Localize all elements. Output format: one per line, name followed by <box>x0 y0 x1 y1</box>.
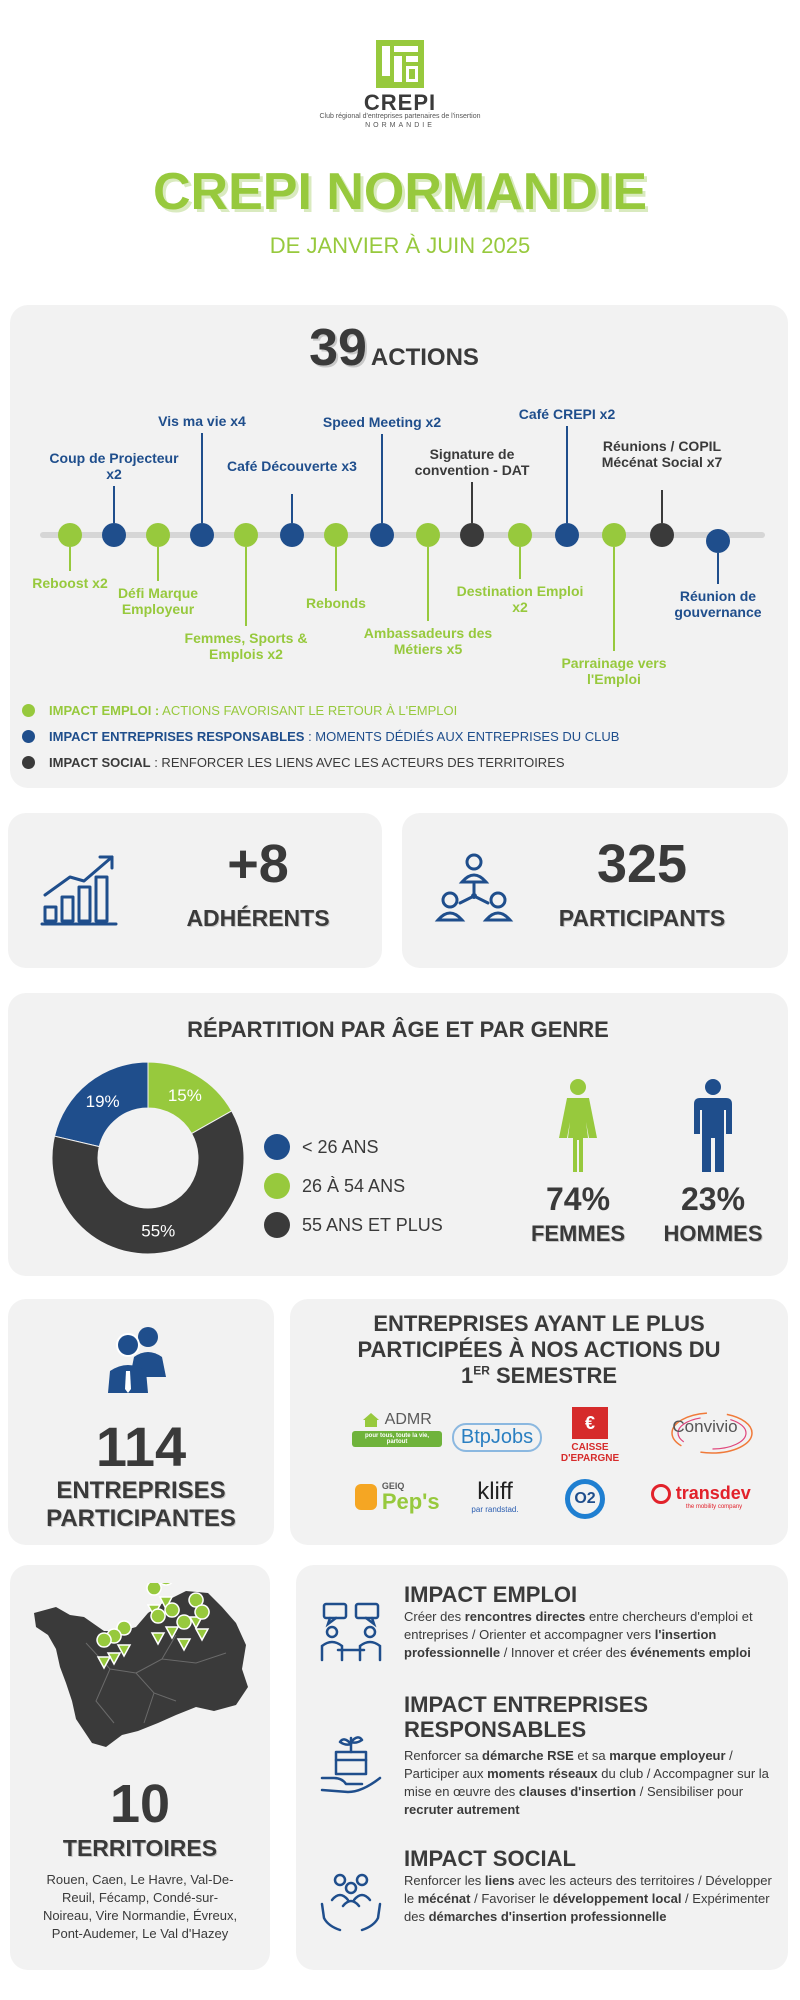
timeline-label: Café Découverte x3 <box>227 458 357 474</box>
donut-slice-label: 19% <box>85 1091 120 1111</box>
territories-list <box>10 1871 270 1943</box>
impact-entreprises-title-line2: RESPONSABLES <box>404 1717 587 1742</box>
normandy-map <box>26 1583 252 1753</box>
timeline-label: Coup de Projecteur x2 <box>49 450 179 482</box>
timeline-label: Rebonds <box>306 595 366 611</box>
legend-emploi-key: IMPACT EMPLOI : <box>49 703 160 718</box>
o2-name: O2 <box>574 1490 596 1507</box>
actions-heading <box>0 318 788 378</box>
companies-label-line2: PARTICIPANTES <box>46 1505 236 1532</box>
top-companies-title-line1: ENTREPRISES AYANT LE PLUS <box>373 1311 705 1336</box>
age-gender-card <box>8 993 788 1276</box>
kliff-tagline: par randstad. <box>471 1505 519 1514</box>
women-label: FEMMES <box>530 1221 626 1246</box>
age-legend-55plus <box>264 1212 443 1238</box>
participants-count: 325 <box>596 834 688 894</box>
timeline-stem <box>69 547 71 571</box>
timeline-dot <box>324 523 348 547</box>
timeline-dot <box>102 523 126 547</box>
man-icon <box>688 1078 738 1174</box>
logo-o2 <box>552 1479 618 1519</box>
age-legend-under26 <box>264 1134 379 1160</box>
crepi-logo-icon <box>376 40 424 88</box>
logo-admr <box>352 1411 442 1447</box>
timeline-dot <box>602 523 626 547</box>
business-people-icon <box>100 1321 180 1397</box>
timeline-stem <box>381 434 383 523</box>
timeline-dot <box>146 523 170 547</box>
legend-dot-emploi <box>22 704 35 717</box>
semester-word: SEMESTRE <box>489 1363 618 1388</box>
impact-entreprises-title-line1: IMPACT ENTREPRISES <box>404 1692 649 1717</box>
age-legend-dot-55plus <box>264 1212 290 1238</box>
impact-emploi-title: IMPACT EMPLOI <box>404 1582 578 1607</box>
transdev-name: transdev <box>675 1483 751 1503</box>
impact-entreprises-text: Renforcer sa démarche RSE et sa marque employeur / Participer aux moments réseaux du club / Accompagner sur la mise en œuvre des clauses d'insertion / Sensibiliser pour recruter autrement <box>404 1748 769 1817</box>
caisse-epargne-name: CAISSE D'EPARGNE <box>560 1442 620 1464</box>
legend-dot-social <box>22 756 35 769</box>
caisse-epargne-squirrel-icon: € <box>572 1407 608 1439</box>
participants-label: PARTICIPANTS <box>558 905 726 931</box>
age-legend-dot-26to54 <box>264 1173 290 1199</box>
adherents-label: ADHÉRENTS <box>186 905 330 931</box>
men-label: HOMMES <box>663 1221 763 1246</box>
territories-card <box>10 1565 270 1970</box>
admr-house-icon <box>362 1412 380 1428</box>
logo-kliff <box>460 1479 530 1514</box>
timeline-label: Parrainage vers l'Emploi <box>561 655 667 687</box>
territories-label: TERRITOIRES <box>62 1835 218 1861</box>
legend-entreprises <box>22 729 619 744</box>
impact-social-title: IMPACT SOCIAL <box>404 1846 576 1871</box>
timeline-dot <box>280 523 304 547</box>
timeline-stem <box>113 486 115 523</box>
timeline-stem <box>613 547 615 651</box>
timeline-label: Défi Marque Employeur <box>117 585 199 617</box>
territories-list-line4: Pont-Audemer, Le Val d'Hazey <box>51 1926 229 1941</box>
timeline-stem <box>427 547 429 621</box>
adherents-card <box>8 813 382 968</box>
age-donut-chart <box>48 1058 248 1258</box>
legend-dot-entreprises <box>22 730 35 743</box>
legend-social-key: IMPACT SOCIAL <box>49 755 151 770</box>
adherents-count: +8 <box>227 834 289 894</box>
legend-emploi <box>22 703 457 718</box>
timeline-dot <box>460 523 484 547</box>
transdev-swirl-icon <box>651 1484 671 1504</box>
timeline-dot <box>555 523 579 547</box>
impact-social-text: Renforcer les liens avec les acteurs des territoires / Développer le mécénat / Favoriser le développement local / Expérimenter des démarches d'insertion professionnelle <box>404 1873 772 1924</box>
page-title: CREPI NORMANDIE <box>152 163 648 221</box>
timeline-stem <box>519 547 521 579</box>
actions-count: 39 <box>309 319 367 377</box>
convivio-name: Convivio <box>672 1417 738 1436</box>
legend-entreprises-key: IMPACT ENTREPRISES RESPONSABLES <box>49 729 305 744</box>
timeline-stem <box>566 426 568 523</box>
timeline-stem <box>471 482 473 523</box>
impact-entreprises-title <box>404 1692 648 1742</box>
woman-icon <box>553 1078 603 1174</box>
donut-slice-label: 55% <box>141 1221 176 1241</box>
timeline-label: Reboost x2 <box>32 575 108 591</box>
timeline-stem <box>157 547 159 581</box>
legend-entreprises-text: : MOMENTS DÉDIÉS AUX ENTREPRISES DU CLUB <box>304 729 620 744</box>
plant-hands-icon <box>318 1730 384 1796</box>
age-legend-label-under26: < 26 ANS <box>302 1136 379 1157</box>
semester-sup: ER <box>473 1363 490 1378</box>
timeline-label: Café CREPI x2 <box>518 406 616 422</box>
age-legend-dot-under26 <box>264 1134 290 1160</box>
timeline-label: Femmes, Sports & Emplois x2 <box>184 630 308 662</box>
timeline-dot <box>508 523 532 547</box>
logo-region: NORMANDIE <box>365 122 435 129</box>
growth-chart-icon <box>40 851 120 931</box>
btpjobs-name: BtpJobs <box>460 1426 534 1448</box>
top-companies-title-line2: PARTICIPÉES À NOS ACTIONS DU <box>357 1337 721 1362</box>
timeline-dot <box>370 523 394 547</box>
legend-social <box>22 755 565 770</box>
timeline-stem <box>201 433 203 523</box>
geiq-hand-icon <box>355 1484 377 1510</box>
timeline-label: Vis ma vie x4 <box>158 413 246 429</box>
men-percent: 23% <box>680 1181 746 1217</box>
age-legend-26to54 <box>264 1173 405 1199</box>
territories-list-line3: Noireau, Vire Normandie, Évreux, <box>42 1908 238 1923</box>
actions-label: ACTIONS <box>370 344 479 371</box>
admr-tagline: pour tous, toute la vie, partout <box>352 1431 442 1447</box>
logo-transdev <box>642 1483 760 1510</box>
timeline-label: Réunions / COPIL Mécénat Social x7 <box>601 438 723 470</box>
semester-num: 1 <box>460 1363 474 1388</box>
territories-list-line2: Reuil, Fécamp, Condé-sur- <box>61 1890 219 1905</box>
companies-label-line1: ENTREPRISES <box>56 1477 226 1504</box>
logo-geiq-peps <box>345 1481 450 1513</box>
logo-subtitle: Club régional d'entreprises partenaires de l'insertion <box>319 113 481 120</box>
timeline-label: Destination Emploi x2 <box>456 583 584 615</box>
participants-card <box>402 813 788 968</box>
admr-name: ADMR <box>384 1411 432 1428</box>
logo-convivio <box>650 1417 760 1437</box>
top-companies-title-line3 <box>290 1363 788 1389</box>
peps-name: Pep's <box>381 1489 440 1514</box>
timeline-stem <box>291 494 293 523</box>
top-companies-card <box>290 1299 788 1545</box>
impact-emploi-text: Créer des rencontres directes entre chercheurs d'emploi et entreprises / Orienter et accompagner vers l'insertion professionnelle / Innover et créer des événements emploi <box>404 1609 753 1660</box>
timeline-dot <box>706 529 730 553</box>
age-gender-title: RÉPARTITION PAR ÂGE ET PAR GENRE <box>187 1017 609 1042</box>
page-subtitle: DE JANVIER À JUIN 2025 <box>269 233 531 258</box>
donut-slice-label: 15% <box>167 1085 202 1105</box>
community-hands-icon <box>318 1870 384 1936</box>
timeline-label: Signature de convention - DAT <box>414 446 530 478</box>
timeline-stem <box>245 547 247 626</box>
timeline-label: Ambassadeurs des Métiers x5 <box>363 625 493 657</box>
women-percent: 74% <box>545 1181 611 1217</box>
logo-word: CREPI <box>363 90 437 115</box>
timeline-stem <box>335 547 337 591</box>
companies-count-card <box>8 1299 274 1545</box>
logo-btpjobs <box>452 1423 542 1452</box>
geiq-label: GEIQ <box>381 1481 405 1491</box>
o2-circle-icon <box>565 1479 605 1519</box>
legend-emploi-text: ACTIONS FAVORISANT LE RETOUR À L'EMPLOI <box>159 703 458 718</box>
timeline-stem <box>717 553 719 584</box>
kliff-name: kliff <box>477 1478 513 1505</box>
timeline-label: Speed Meeting x2 <box>322 414 442 430</box>
timeline-label: Réunion de gouvernance <box>674 588 762 620</box>
territories-count: 10 <box>109 1774 171 1834</box>
age-legend-label-26to54: 26 À 54 ANS <box>302 1175 406 1196</box>
logo-caisse-epargne <box>552 1407 628 1464</box>
meeting-people-icon <box>318 1600 384 1666</box>
network-people-icon <box>432 848 516 932</box>
timeline-dot <box>58 523 82 547</box>
timeline-dot <box>416 523 440 547</box>
age-legend-label-55plus: 55 ANS ET PLUS <box>302 1214 443 1235</box>
timeline-dot <box>650 523 674 547</box>
legend-social-text: : RENFORCER LES LIENS AVEC LES ACTEURS DES TERRITOIRES <box>150 755 565 770</box>
timeline-dot <box>190 523 214 547</box>
timeline-dot <box>234 523 258 547</box>
territories-list-line1: Rouen, Caen, Le Havre, Val-De- <box>46 1872 234 1887</box>
timeline-stem <box>661 490 663 523</box>
companies-count: 114 <box>95 1415 187 1478</box>
transdev-tagline: the mobility company <box>685 1504 743 1510</box>
